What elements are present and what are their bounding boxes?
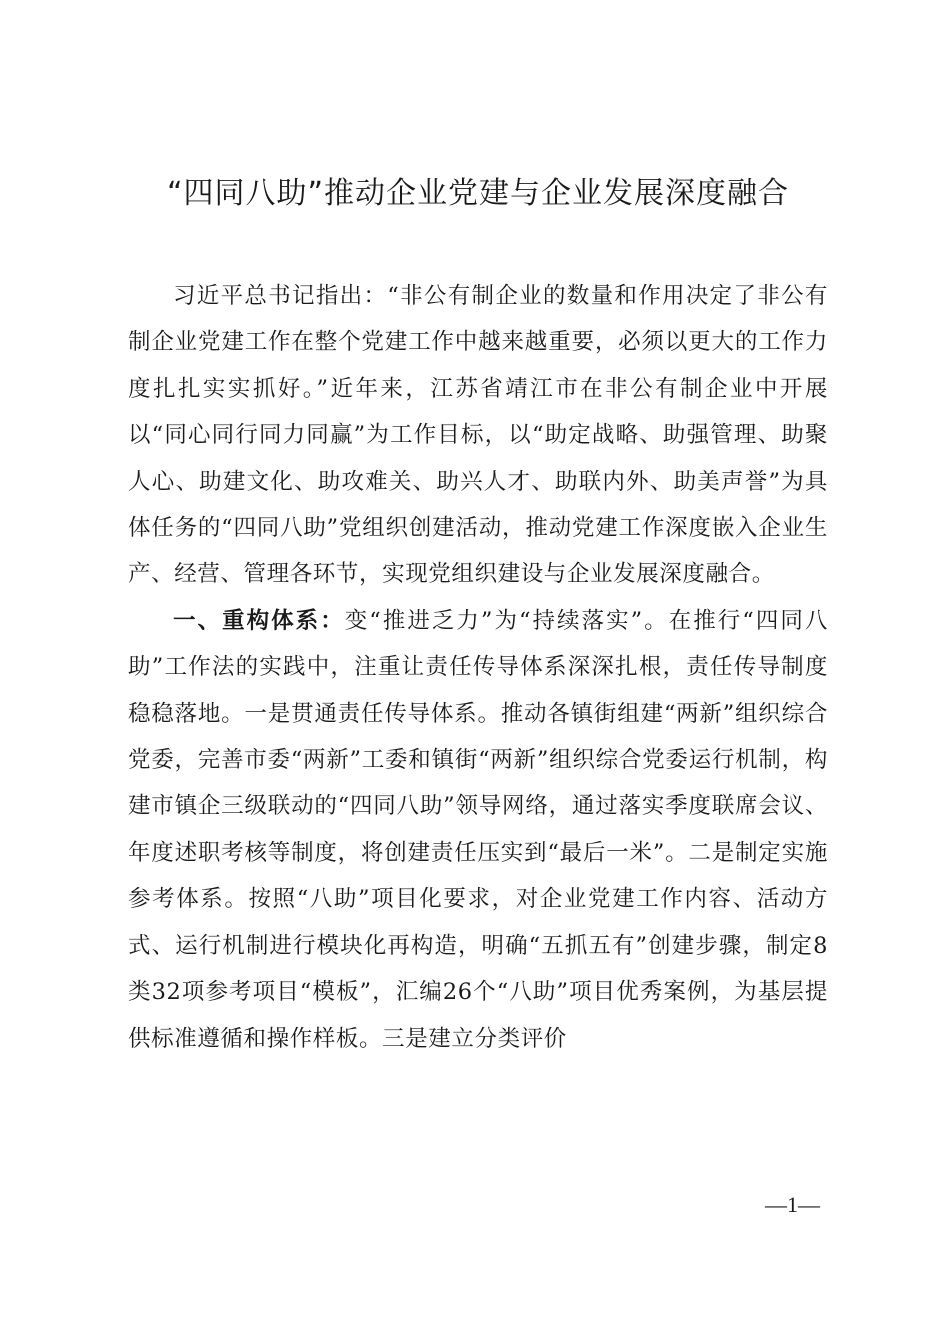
document-body <box>128 273 828 1062</box>
document-title: “四同八助”推动企业党建与企业发展深度融合 <box>166 176 790 211</box>
section-1-text: 变“推进乏力”为“持续落实”。在推行“四同八助”工作法的实践中，注重让责任传导体系深深扎根，责任传导制度稳稳落地。一是贯通责任传导体系。推动各镇街组建“两新”组织综合党委，完善市委“两新”工委和镇街“两新”组织综合党委运行机制，构建市镇企三级联动的“四同八助”领导网络，通过落实季度联席会议、年度述职考核等制度，将创建责任压实到“最后一米”。二是制定实施参考体系。按照“八助”项目化要求，对企业党建工作内容、活动方式、运行机制进行模块化再构造，明确“五抓五有”创建步骤，制定8类32项参考项目“模板”，汇编26个“八助”项目优秀案例，为基层提供标准遵循和操作样板。三是建立分类评价 <box>128 607 829 1052</box>
page-number: —1— <box>765 1192 820 1217</box>
intro-paragraph: 习近平总书记指出：“非公有制企业的数量和作用决定了非公有制企业党建工作在整个党建工作中越来越重要，必须以更大的工作力度扎扎实实抓好。”近年来，江苏省靖江市在非公有制企业中开展以“同心同行同力同赢”为工作目标，以“助定战略、助强管理、助聚人心、助建文化、助攻难关、助兴人才、助联内外、助美声誉”为具体任务的“四同八助”党组织创建活动，推动党建工作深度嵌入企业生产、经营、管理各环节，实现党组织建设与企业发展深度融合。 <box>128 283 828 588</box>
section-1-heading: 一、重构体系： <box>173 607 345 634</box>
section-1-paragraph <box>128 598 828 1062</box>
